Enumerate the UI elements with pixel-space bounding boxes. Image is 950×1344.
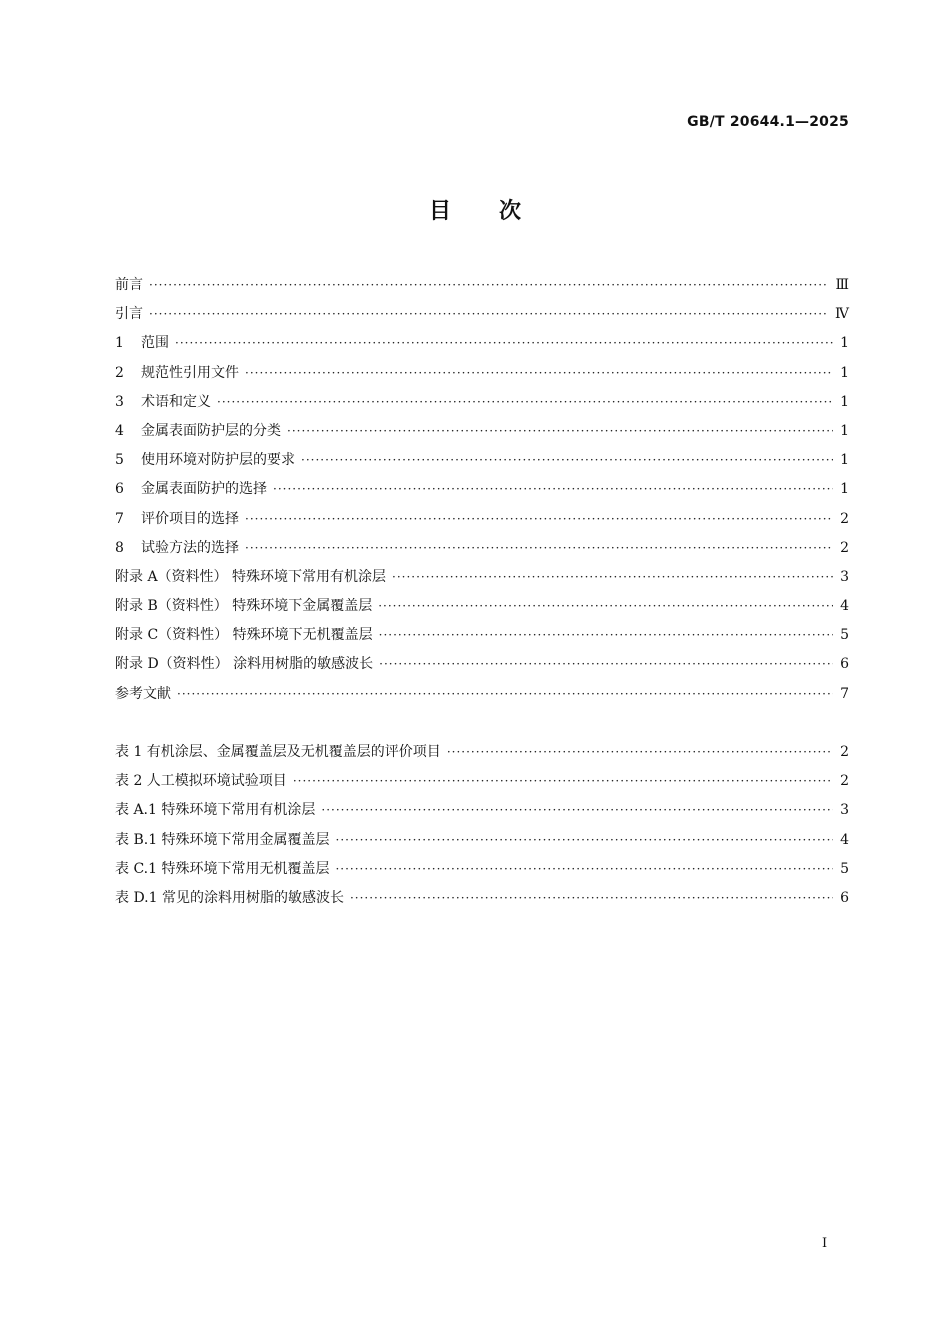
toc-entry-5[interactable] (115, 449, 849, 478)
toc-leader (392, 570, 833, 584)
toc-page: 4 (840, 598, 849, 615)
toc-leader (379, 657, 833, 671)
table-list (115, 741, 849, 916)
toc-page: 1 (840, 393, 849, 410)
toc-entry-4[interactable] (115, 420, 849, 449)
toc-entry-1[interactable] (115, 332, 849, 361)
toc-leader (447, 745, 833, 759)
toc-page: 1 (840, 335, 849, 352)
table-label: 表 1 有机涂层、金属覆盖层及无机覆盖层的评价项目 (115, 744, 441, 760)
toc-entry-6[interactable] (115, 478, 849, 507)
toc-leader (378, 599, 833, 613)
toc-page: 6 (840, 656, 849, 673)
toc-entry-7[interactable] (115, 508, 849, 537)
table-page: 3 (840, 802, 849, 819)
table-page: 5 (840, 860, 849, 877)
toc-entry-8[interactable] (115, 537, 849, 566)
toc-list (115, 274, 849, 712)
toc-entry-bibliography[interactable] (115, 683, 849, 712)
page-title: 目次 (428, 199, 569, 224)
toc-leader (245, 541, 833, 555)
toc-entry-introduction[interactable] (115, 303, 849, 332)
toc-label: 附录 C（资料性） 特殊环境下无机覆盖层 (115, 627, 373, 644)
table-page: 6 (840, 889, 849, 906)
table-page: 2 (840, 773, 849, 790)
toc-label: 规范性引用文件 (141, 364, 239, 381)
toc-page: Ⅲ (835, 277, 849, 293)
toc-page: 5 (840, 627, 849, 644)
toc-label: 评价项目的选择 (141, 510, 239, 527)
toc-leader (287, 424, 833, 438)
toc-entry-foreword[interactable] (115, 274, 849, 303)
table-page: 2 (840, 744, 849, 760)
table-entry-b1[interactable] (115, 829, 849, 858)
toc-label: 金属表面防护层的分类 (141, 422, 281, 439)
table-label: 表 2 人工模拟环境试验项目 (115, 773, 287, 790)
page-number: Ⅰ (822, 1236, 828, 1251)
toc-leader (301, 453, 833, 467)
toc-entry-annex-b[interactable] (115, 595, 849, 624)
toc-label: 金属表面防护的选择 (141, 481, 267, 498)
table-label: 表 B.1 特殊环境下常用金属覆盖层 (115, 831, 330, 848)
toc-leader (149, 278, 829, 292)
toc-number: 1 (115, 335, 124, 352)
toc-leader (321, 803, 833, 817)
toc-leader (350, 891, 833, 905)
toc-number: 4 (115, 422, 124, 439)
toc-page: 2 (840, 510, 849, 527)
toc-label: 试验方法的选择 (141, 539, 239, 556)
toc-page: 1 (840, 452, 849, 469)
table-label: 表 D.1 常见的涂料用树脂的敏感波长 (115, 889, 344, 906)
table-label: 表 C.1 特殊环境下常用无机覆盖层 (115, 860, 330, 877)
toc-number: 3 (115, 393, 124, 410)
toc-number: 6 (115, 481, 124, 498)
toc-leader (245, 366, 833, 380)
toc-page: 3 (840, 568, 849, 585)
toc-leader (293, 774, 833, 788)
table-entry-a1[interactable] (115, 799, 849, 828)
toc-leader (245, 512, 833, 526)
toc-label: 术语和定义 (141, 393, 211, 410)
toc-entry-annex-c[interactable] (115, 624, 849, 653)
toc-number: 7 (115, 510, 124, 527)
toc-leader (177, 687, 833, 701)
toc-label: 引言 (115, 306, 143, 323)
table-entry-1[interactable] (115, 741, 849, 770)
toc-leader (217, 395, 833, 409)
toc-number: 8 (115, 539, 124, 556)
toc-page: 1 (840, 481, 849, 498)
standard-number: GB/T 20644.1—2025 (687, 114, 849, 130)
toc-entry-2[interactable] (115, 362, 849, 391)
toc-entry-annex-d[interactable] (115, 653, 849, 682)
toc-leader (335, 862, 833, 876)
table-entry-c1[interactable] (115, 858, 849, 887)
toc-leader (149, 307, 829, 321)
toc-leader (175, 336, 833, 350)
toc-label: 范围 (141, 335, 169, 352)
table-entry-d1[interactable] (115, 887, 849, 916)
toc-label: 附录 B（资料性） 特殊环境下金属覆盖层 (115, 598, 373, 615)
toc-entry-annex-a[interactable] (115, 566, 849, 595)
toc-label: 前言 (115, 277, 143, 293)
toc-leader (273, 482, 833, 496)
toc-label: 使用环境对防护层的要求 (141, 452, 295, 469)
toc-label: 参考文献 (115, 685, 171, 702)
table-label: 表 A.1 特殊环境下常用有机涂层 (115, 802, 316, 819)
table-entry-2[interactable] (115, 770, 849, 799)
toc-label: 附录 A（资料性） 特殊环境下常用有机涂层 (115, 568, 387, 585)
toc-number: 2 (115, 364, 124, 381)
toc-number: 5 (115, 452, 124, 469)
toc-page: 1 (840, 422, 849, 439)
toc-label: 附录 D（资料性） 涂料用树脂的敏感波长 (115, 656, 374, 673)
toc-page: 2 (840, 539, 849, 556)
toc-leader (336, 833, 833, 847)
toc-leader (379, 628, 833, 642)
table-page: 4 (840, 831, 849, 848)
toc-entry-3[interactable] (115, 391, 849, 420)
toc-page: 1 (840, 364, 849, 381)
toc-page: Ⅳ (835, 306, 849, 323)
toc-page: 7 (840, 685, 849, 702)
